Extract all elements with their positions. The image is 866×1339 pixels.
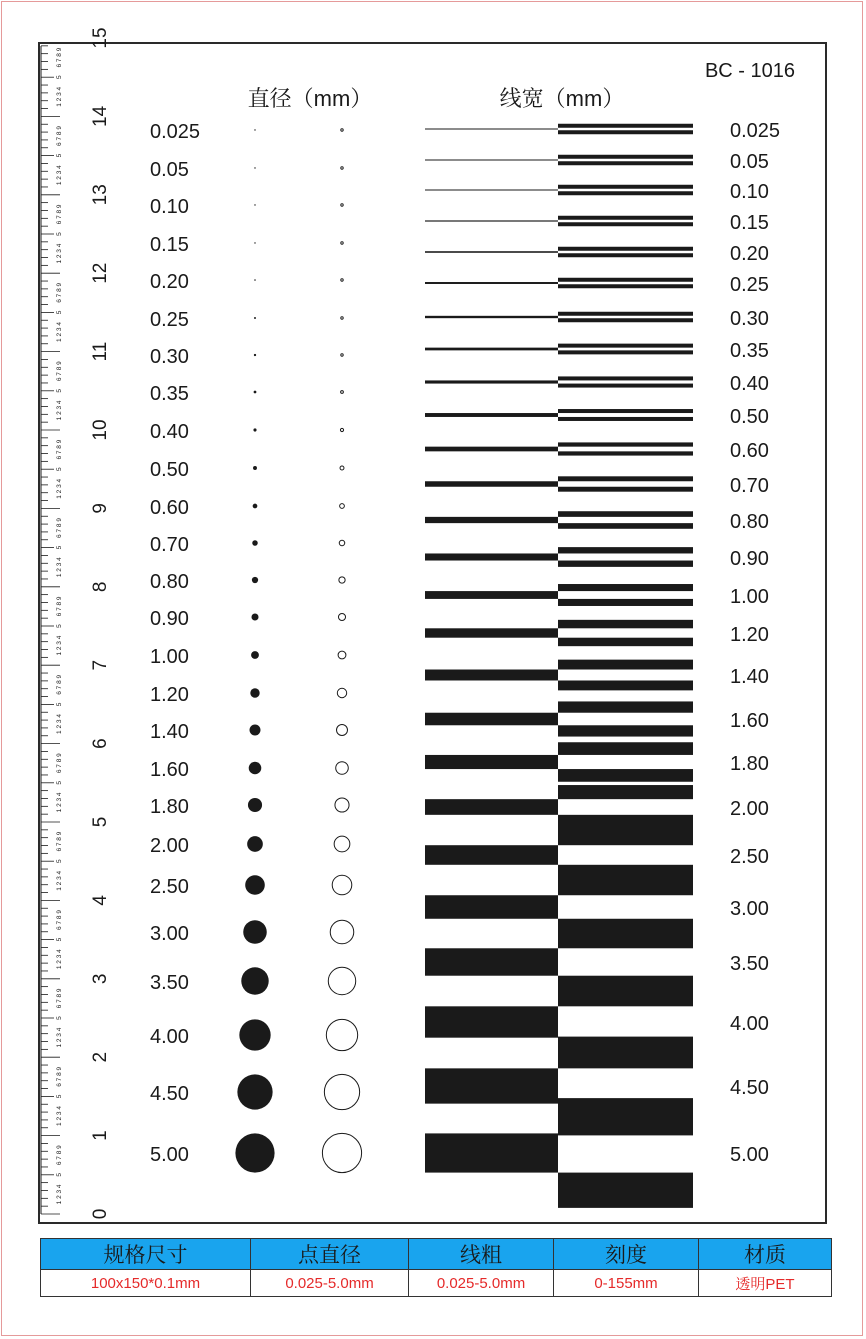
outline-dot: [341, 204, 343, 206]
spec-value-material: 透明PET: [699, 1270, 832, 1297]
dot-size-label: 1.40: [150, 721, 189, 743]
line-width-label: 1.20: [730, 624, 769, 646]
pair-line-top: [558, 442, 693, 446]
dot-size-label: 0.60: [150, 497, 189, 519]
ruler-mm-label: 1 2 3 4: [56, 478, 63, 499]
ruler-mm-label: 1 2 3 4: [56, 1106, 63, 1126]
dot-size-label: 0.40: [150, 421, 189, 443]
pair-line-bottom: [558, 487, 693, 492]
ruler-cm-label: 6: [90, 738, 111, 749]
spec-value-line: 0.025-5.0mm: [409, 1270, 554, 1297]
ruler-cm-label: 15: [90, 27, 111, 49]
solid-line-sample: [425, 755, 558, 769]
outline-dot: [338, 651, 346, 659]
solid-line-sample: [425, 628, 558, 637]
ruler-mm-label: 1 2 3 4: [56, 165, 63, 186]
pair-line-top: [558, 124, 693, 128]
ruler-cm-label: 1: [90, 1130, 111, 1141]
dot-size-label: 0.50: [150, 459, 189, 481]
dot-size-label: 2.00: [150, 835, 189, 857]
pair-line-top: [558, 376, 693, 380]
pair-line-bottom: [558, 417, 693, 421]
spec-value-dot: 0.025-5.0mm: [251, 1270, 409, 1297]
filled-dot: [254, 242, 255, 243]
pair-line-top: [558, 409, 693, 413]
outline-dot: [341, 279, 343, 281]
pair-line-bottom: [558, 638, 693, 646]
ruler-mm-label: 6 7 8 9: [56, 518, 63, 538]
line-width-label: 4.50: [730, 1077, 769, 1099]
ruler-mm-label: 5: [56, 232, 63, 236]
dot-size-label: 0.80: [150, 571, 189, 593]
pair-line-bottom: [558, 725, 693, 736]
pair-line-bottom: [558, 523, 693, 529]
filled-dot: [253, 466, 257, 470]
line-width-label: 0.025: [730, 120, 781, 142]
pair-line-top: [558, 660, 693, 670]
pair-line-top: [558, 312, 693, 316]
spec-table: [40, 1238, 832, 1297]
dot-size-label: 1.60: [150, 759, 189, 781]
ruler-cm-label: 7: [90, 659, 111, 671]
filled-dot: [245, 875, 265, 895]
line-width-label: 3.00: [730, 898, 769, 920]
line-width-label: 2.50: [730, 846, 769, 868]
pair-line-bottom: [558, 815, 693, 829]
solid-line-sample: [425, 1133, 558, 1172]
dot-size-label: 5.00: [150, 1144, 189, 1166]
line-width-label: 5.00: [730, 1144, 769, 1166]
pair-line-top: [558, 701, 693, 712]
pair-line-top: [558, 155, 693, 159]
outline-dot: [326, 1019, 357, 1050]
line-width-label: 0.25: [730, 274, 769, 296]
ruler-mm-label: 6 7 8 9: [56, 204, 63, 225]
line-width-label: 0.80: [730, 511, 769, 533]
line-width-label: 0.60: [730, 440, 769, 462]
solid-line-sample: [425, 1006, 558, 1037]
line-width-label: 0.90: [730, 548, 769, 570]
outline-dot: [339, 577, 345, 583]
filled-dot: [250, 688, 259, 697]
pair-line-bottom: [558, 318, 693, 322]
pair-line-bottom: [558, 191, 693, 195]
ruler-mm-label: 5: [56, 153, 63, 158]
pair-line-bottom: [558, 680, 693, 690]
dot-size-label: 3.50: [150, 972, 189, 994]
line-width-label: 0.20: [730, 243, 769, 265]
ruler-cm-label: 4: [90, 895, 111, 906]
dot-size-label: 0.25: [150, 309, 189, 331]
ruler-mm-label: 5: [56, 780, 63, 785]
filled-dot: [254, 167, 255, 168]
ruler-mm-label: 1 2 3 4: [56, 949, 63, 970]
spec-header-material: 材质: [699, 1239, 832, 1270]
dot-size-label: 0.30: [150, 346, 189, 368]
ruler-cm-label: 9: [90, 503, 111, 514]
solid-line-sample: [425, 517, 558, 523]
filled-dot: [254, 317, 256, 319]
spec-value-scale: 0-155mm: [554, 1270, 699, 1297]
pair-line-top: [558, 344, 693, 348]
model-number: BC - 1016: [704, 60, 796, 82]
outline-dot: [336, 762, 349, 775]
spec-value-size: 100x150*0.1mm: [41, 1270, 251, 1297]
ruler-mm-label: 5: [56, 859, 63, 864]
pair-line-bottom: [558, 253, 693, 257]
filled-dot: [248, 798, 262, 812]
ruler-mm-label: 5: [56, 467, 63, 472]
solid-line-sample: [425, 481, 558, 486]
outline-dot: [338, 613, 345, 620]
pair-line-top: [558, 620, 693, 628]
ruler-mm-label: 6 7 8 9: [56, 439, 63, 460]
ruler-mm-label: 5: [56, 388, 63, 393]
line-width-label: 0.30: [730, 308, 769, 330]
solid-line-sample: [425, 129, 558, 130]
solid-line-sample: [425, 845, 558, 865]
line-width-label: 0.40: [730, 373, 769, 395]
line-width-label: 1.40: [730, 666, 769, 688]
line-width-label: 2.00: [730, 798, 769, 820]
ruler-mm-label: 5: [56, 75, 63, 80]
pair-line-bottom: [558, 769, 693, 782]
solid-line-sample: [425, 251, 558, 253]
ruler-mm-label: 5: [56, 1094, 63, 1099]
pair-line-bottom: [558, 222, 693, 226]
spec-value-row: [41, 1270, 832, 1297]
ruler-mm-label: 1 2 3 4: [56, 400, 63, 421]
ruler-mm-label: 1 2 3 4: [56, 870, 63, 891]
dot-size-label: 0.10: [150, 196, 189, 218]
solid-line-sample: [425, 380, 558, 383]
dot-size-label: 1.20: [150, 684, 189, 706]
filled-dot: [254, 204, 255, 205]
filled-dot: [254, 279, 256, 281]
ruler-mm-label: 5: [56, 545, 63, 550]
solid-line-sample: [425, 799, 558, 815]
pair-line-top: [558, 828, 693, 846]
line-width-label: 0.10: [730, 181, 769, 203]
outline-dot: [332, 875, 352, 895]
outline-dot: [340, 428, 343, 431]
pair-line-top: [558, 785, 693, 799]
line-width-label: 1.80: [730, 753, 769, 775]
line-width-label: 0.35: [730, 340, 769, 362]
pair-line-bottom: [558, 384, 693, 388]
ruler-cm-label: 8: [90, 581, 111, 593]
pair-line-bottom: [558, 161, 693, 165]
filled-dot: [254, 129, 255, 130]
line-width-label: 0.05: [730, 151, 769, 173]
ruler-mm-label: 5: [56, 624, 63, 628]
dot-size-label: 0.025: [150, 121, 201, 143]
solid-line-sample: [425, 948, 558, 975]
ruler-mm-label: 6 7 8 9: [56, 753, 63, 774]
dot-size-label: 0.05: [150, 159, 189, 181]
outline-dot: [339, 540, 344, 545]
filled-dot: [237, 1074, 272, 1109]
dot-size-label: 1.80: [150, 796, 189, 818]
outline-dot: [337, 725, 348, 736]
line-width-label: 1.60: [730, 710, 769, 732]
ruler-cm-label: 12: [90, 262, 111, 284]
pair-line-top: [558, 278, 693, 282]
dot-size-label: 2.50: [150, 876, 189, 898]
pair-line-top: [558, 511, 693, 517]
filled-dot: [239, 1019, 270, 1050]
spec-header-size: 规格尺寸: [41, 1239, 251, 1270]
outline-dot: [340, 504, 345, 509]
pair-line-bottom: [558, 130, 693, 134]
solid-line-sample: [425, 447, 558, 452]
ruler-cm-label: 3: [90, 973, 111, 985]
pair-line-top: [558, 216, 693, 220]
filled-dot: [252, 577, 258, 583]
filled-dot: [235, 1133, 274, 1172]
ruler-mm-label: 5: [56, 310, 63, 315]
ruler-cm-label: 13: [90, 184, 111, 206]
filled-dot: [254, 391, 257, 394]
ruler-cm-label: 5: [90, 816, 111, 828]
dot-size-label: 3.00: [150, 923, 189, 945]
solid-line-sample: [425, 348, 558, 351]
ruler-mm-label: 6 7 8 9: [56, 282, 63, 303]
solid-line-sample: [425, 282, 558, 284]
line-width-label: 0.15: [730, 212, 769, 234]
ruler-cm-label: 0: [90, 1208, 111, 1220]
line-width-label: 4.00: [730, 1013, 769, 1035]
solid-line-sample: [425, 190, 558, 191]
filled-dot: [251, 651, 259, 659]
pair-line-top: [558, 247, 693, 251]
ruler-cm-label: 2: [90, 1051, 111, 1063]
spec-header-row: [41, 1239, 832, 1270]
ruler-mm-label: 6 7 8 9: [56, 361, 63, 382]
ruler-mm-label: 6 7 8 9: [56, 910, 63, 930]
ruler-mm-label: 5: [56, 702, 63, 707]
outline-dot: [337, 688, 346, 697]
filled-dot: [251, 613, 258, 620]
filled-dot: [247, 836, 263, 852]
ruler-cm-label: 11: [90, 341, 111, 362]
solid-line-sample: [425, 413, 558, 417]
ruler-mm-label: 6 7 8 9: [56, 988, 63, 1009]
ruler-mm-label: 1 2 3 4: [56, 1027, 63, 1048]
ruler-mm-label: 6 7 8 9: [56, 831, 63, 852]
dot-size-label: 0.35: [150, 383, 189, 405]
filled-dot: [250, 725, 261, 736]
dot-size-label: 0.70: [150, 534, 189, 556]
solid-line-sample: [425, 895, 558, 919]
outline-dot: [341, 391, 344, 394]
ruler-mm-label: 1 2 3 4: [56, 322, 63, 342]
pair-line-top: [558, 1037, 693, 1069]
outline-dot: [341, 354, 343, 356]
solid-line-sample: [425, 553, 558, 560]
outline-dot: [324, 1074, 359, 1109]
filled-dot: [254, 354, 256, 356]
solid-line-sample: [425, 160, 558, 161]
dot-size-label: 4.50: [150, 1083, 189, 1105]
outline-dot: [341, 167, 343, 169]
line-width-label: 0.50: [730, 406, 769, 428]
pair-line-bottom: [558, 1173, 693, 1208]
solid-line-sample: [425, 670, 558, 681]
ruler-mm-label: 5: [56, 937, 63, 942]
ruler-cm-label: 10: [90, 419, 111, 441]
dot-size-label: 1.00: [150, 646, 189, 668]
line-width-header: 线宽（mm）: [499, 86, 625, 111]
ruler-mm-label: 1 2 3 4: [56, 557, 63, 578]
ruler-mm-label: 5: [56, 1172, 63, 1177]
line-width-label: 1.00: [730, 586, 769, 608]
filled-dot: [241, 967, 268, 994]
ruler-mm-label: 1 2 3 4: [56, 1184, 63, 1205]
ruler-mm-label: 6 7 8 9: [56, 596, 63, 617]
pair-line-top: [558, 978, 693, 1006]
ruler-mm-label: 6 7 8 9: [56, 674, 63, 695]
outline-dot: [322, 1133, 361, 1172]
ruler-mm-label: 1 2 3 4: [56, 792, 63, 813]
ruler-mm-label: 6 7 8 9: [56, 1066, 63, 1087]
pair-line-bottom: [558, 451, 693, 455]
line-width-label: 3.50: [730, 953, 769, 975]
solid-line-sample: [425, 316, 558, 318]
spec-header-dot: 点直径: [251, 1239, 409, 1270]
pair-line-top: [558, 874, 693, 895]
pair-line-bottom: [558, 599, 693, 606]
pair-line-top: [558, 185, 693, 189]
ruler-cm-label: 14: [90, 105, 111, 127]
outline-dot: [335, 798, 349, 812]
line-width-label: 0.70: [730, 475, 769, 497]
spec-header-line: 线粗: [409, 1239, 554, 1270]
outline-dot: [330, 920, 354, 944]
ruler-mm-label: 6 7 8 9: [56, 47, 63, 68]
outline-dot: [334, 836, 350, 852]
filled-dot: [249, 762, 262, 775]
pair-line-bottom: [558, 284, 693, 288]
outline-dot: [341, 317, 343, 319]
ruler-mm-label: 6 7 8 9: [56, 126, 63, 146]
solid-line-sample: [425, 220, 558, 221]
filled-dot: [253, 428, 256, 431]
pair-line-top: [558, 1098, 693, 1133]
pair-line-top: [558, 924, 693, 949]
outline-dot: [341, 129, 343, 131]
outline-dot: [341, 242, 343, 244]
ruler-mm-label: 1 2 3 4: [56, 243, 63, 264]
pair-line-top: [558, 547, 693, 553]
pair-line-top: [558, 476, 693, 481]
ruler-mm-label: 1 2 3 4: [56, 86, 63, 107]
dot-size-label: 0.90: [150, 608, 189, 630]
filled-dot: [243, 920, 267, 944]
ruler-mm-label: 5: [56, 1016, 63, 1020]
spec-header-scale: 刻度: [554, 1239, 699, 1270]
outline-dot: [340, 466, 344, 470]
dot-diameter-header: 直径（mm）: [247, 86, 373, 111]
pair-line-top: [558, 742, 693, 755]
filled-dot: [253, 504, 258, 509]
ruler-mm-label: 1 2 3 4: [56, 635, 63, 656]
outline-dot: [328, 967, 355, 994]
solid-line-sample: [425, 591, 558, 599]
filled-dot: [252, 540, 257, 545]
pair-line-bottom: [558, 561, 693, 567]
dot-size-label: 0.15: [150, 234, 189, 256]
solid-line-sample: [425, 1068, 558, 1103]
pair-line-bottom: [558, 350, 693, 354]
pair-line-top: [558, 584, 693, 591]
dot-size-label: 0.20: [150, 271, 189, 293]
ruler-mm-label: 1 2 3 4: [56, 714, 63, 734]
ruler-mm-label: 6 7 8 9: [56, 1145, 63, 1166]
solid-line-sample: [425, 713, 558, 726]
dot-size-label: 4.00: [150, 1026, 189, 1048]
